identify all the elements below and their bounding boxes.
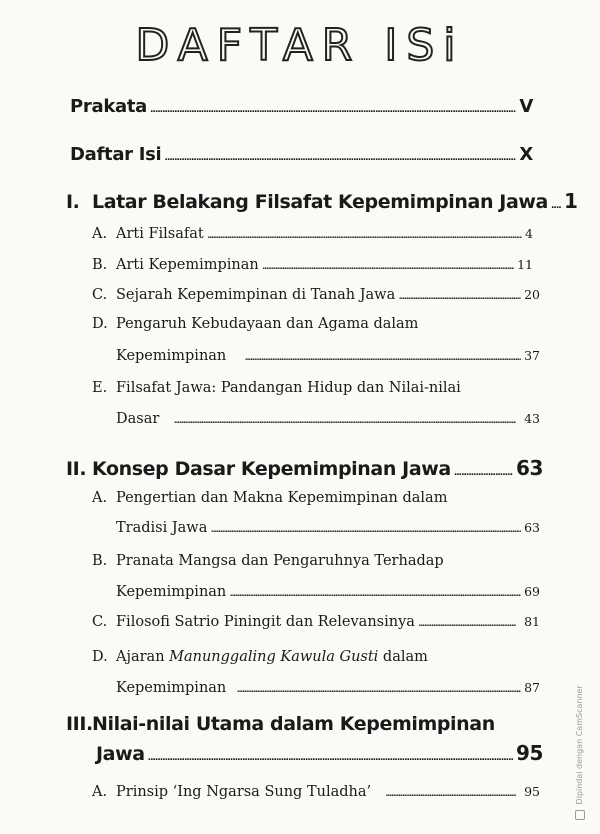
leader-dots <box>173 412 516 426</box>
item-letter: D. <box>92 649 108 665</box>
chapter-title: Nilai-nilai Utama dalam Kepemimpinan <box>92 713 495 735</box>
item-label <box>92 614 415 630</box>
leader-dots <box>229 585 521 599</box>
toc-item-2a-line1[interactable] <box>92 490 447 506</box>
leader-dots <box>150 105 516 115</box>
toc-item-1d-line1[interactable] <box>92 316 418 332</box>
toc-item-2d-line2[interactable] <box>116 680 540 696</box>
item-letter: A. <box>92 226 108 242</box>
toc-item-1b[interactable] <box>92 257 533 273</box>
item-page: 37 <box>524 348 540 363</box>
leader-dots <box>398 288 521 302</box>
item-letter: A. <box>92 490 108 506</box>
toc-item-2c[interactable] <box>92 614 540 630</box>
item-text: Arti Kepemimpinan <box>116 257 259 273</box>
item-letter: C. <box>92 614 108 630</box>
toc-entry-daftar-isi[interactable] <box>70 144 533 165</box>
leader-dots <box>210 521 521 535</box>
toc-item-1a[interactable] <box>92 226 533 242</box>
page-title: DAFTAR ISi <box>135 20 465 71</box>
item-letter: E. <box>92 380 108 396</box>
item-label <box>92 226 204 242</box>
item-text: Filsafat Jawa: Pandangan Hidup dan Nilai-nilai <box>116 380 461 396</box>
chapter-page: 95 <box>515 741 543 765</box>
toc-item-2d-line1[interactable] <box>92 649 428 665</box>
item-letter: C. <box>92 287 108 303</box>
item-letter: B. <box>92 553 108 569</box>
item-page: 4 <box>525 226 533 241</box>
item-text: Kepemimpinan <box>116 348 227 364</box>
item-page: 11 <box>517 257 533 272</box>
chapter-title: Latar Belakang Filsafat Kepemimpinan Jawa <box>92 191 548 213</box>
item-text: Kepemimpinan <box>116 680 227 696</box>
item-page: 69 <box>524 584 540 599</box>
item-letter: D. <box>92 316 108 332</box>
toc-item-1e-line1[interactable] <box>92 380 461 396</box>
item-text: Pengertian dan Makna Kepemimpinan dalam <box>116 490 448 506</box>
chapter-title: Jawa <box>96 743 145 765</box>
entry-label: Prakata <box>70 96 147 117</box>
item-text: Filosofi Satrio Piningit dan Relevansinya <box>116 614 415 630</box>
item-text: Arti Filsafat <box>116 226 204 242</box>
toc-chapter-3-line2[interactable] <box>96 741 543 765</box>
item-page: 43 <box>524 411 540 426</box>
entry-page: X <box>519 144 533 165</box>
toc-item-2b-line2[interactable] <box>116 584 540 600</box>
chapter-number: I. <box>66 191 80 213</box>
watermark-text: Dipindai dengan CamScanner <box>575 685 584 805</box>
toc-item-3a[interactable] <box>92 784 540 800</box>
item-text-suffix: dalam <box>378 649 428 665</box>
item-text-italic: Manunggaling Kawula Gusti <box>169 649 379 665</box>
toc-entry-prakata[interactable] <box>70 96 533 117</box>
item-text: Pranata Mangsa dan Pengaruhnya Terhadap <box>116 553 444 569</box>
item-text: Sejarah Kepemimpinan di Tanah Jawa <box>116 287 396 303</box>
toc-item-2a-line2[interactable] <box>116 520 540 536</box>
leader-dots <box>164 153 516 163</box>
item-text: Pengaruh Kebudayaan dan Agama dalam <box>116 316 419 332</box>
toc-item-1d-line2[interactable] <box>116 348 540 364</box>
leader-dots <box>262 258 514 272</box>
toc-item-1e-line2[interactable] <box>116 411 540 427</box>
item-text: Tradisi Jawa <box>116 520 208 536</box>
toc-chapter-1[interactable] <box>66 189 578 213</box>
item-text-prefix: Ajaran <box>116 649 170 665</box>
entry-page: V <box>519 96 533 117</box>
chapter-heading <box>66 458 451 480</box>
item-text: Kepemimpinan <box>116 584 227 600</box>
leader-dots <box>236 681 521 695</box>
toc-chapter-3-line1[interactable] <box>66 713 495 735</box>
item-page: 20 <box>524 287 540 302</box>
item-page: 87 <box>524 680 540 695</box>
item-text: Dasar <box>116 411 160 427</box>
toc-item-1c[interactable] <box>92 287 540 303</box>
chapter-page: 63 <box>515 456 543 480</box>
chapter-number: II. <box>66 458 87 480</box>
leader-dots <box>385 785 516 799</box>
toc-chapter-2[interactable] <box>66 456 543 480</box>
leader-dots <box>244 349 521 363</box>
item-label <box>92 257 259 273</box>
item-label <box>92 784 371 800</box>
entry-label: Daftar Isi <box>70 144 162 165</box>
leader-dots <box>207 227 522 241</box>
leader-dots <box>418 615 516 629</box>
leader-dots <box>454 468 513 478</box>
chapter-title: Konsep Dasar Kepemimpinan Jawa <box>92 458 451 480</box>
item-label <box>92 287 395 303</box>
item-page: 95 <box>524 784 540 799</box>
toc-item-2b-line1[interactable] <box>92 553 444 569</box>
chapter-page: 1 <box>563 189 578 213</box>
item-letter: A. <box>92 784 108 800</box>
leader-dots <box>148 753 513 763</box>
chapter-number: III. <box>66 713 93 735</box>
leader-dots <box>551 201 561 211</box>
item-page: 63 <box>524 520 540 535</box>
item-text: Prinsip ‘Ing Ngarsa Sung Tuladha’ <box>116 784 372 800</box>
camscanner-icon <box>575 810 585 820</box>
chapter-heading <box>66 191 548 213</box>
item-letter: B. <box>92 257 108 273</box>
camscanner-watermark <box>575 685 595 820</box>
item-page: 81 <box>524 614 540 629</box>
